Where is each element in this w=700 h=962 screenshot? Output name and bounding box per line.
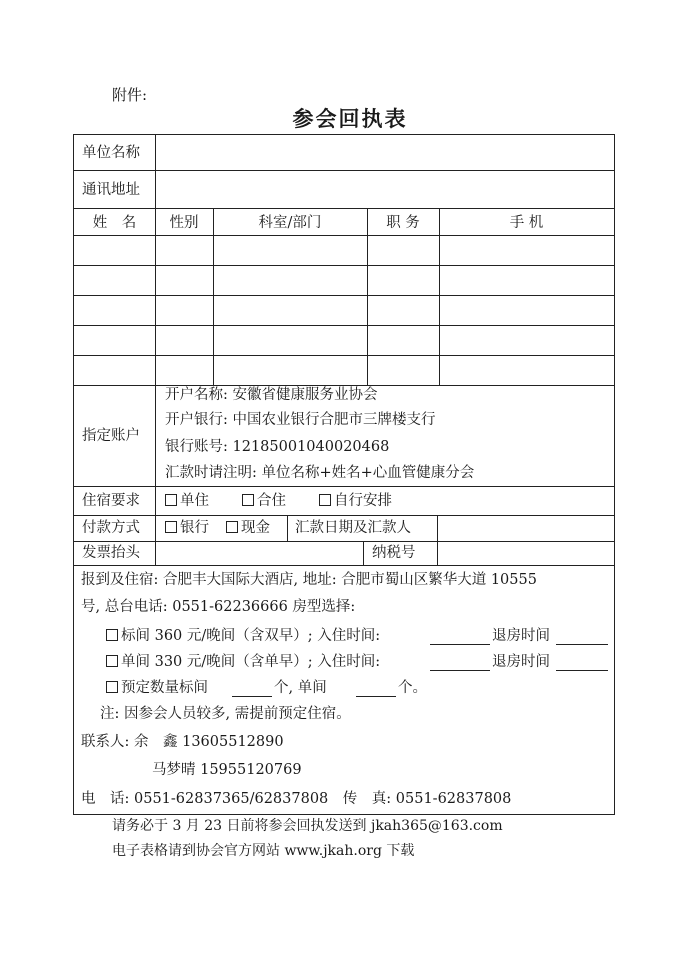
checkbox-icon bbox=[106, 681, 118, 693]
form-title: 参会回执表 bbox=[292, 106, 408, 131]
remit-date-field[interactable] bbox=[440, 517, 612, 539]
invoice-title-field[interactable] bbox=[158, 543, 360, 563]
accommodation-label: 住宿要求 bbox=[82, 493, 140, 509]
participant-row[interactable] bbox=[74, 356, 614, 385]
option-self-arranged[interactable] bbox=[319, 492, 392, 510]
payment-label: 付款方式 bbox=[82, 520, 140, 536]
attachment-label: 附件: bbox=[112, 86, 148, 104]
option-shared-room[interactable] bbox=[242, 492, 286, 510]
invoice-label: 发票抬头 bbox=[82, 545, 140, 561]
room-option-text: 单间 330 元/晚间（含单早）; 入住时间: bbox=[121, 654, 381, 670]
option-bank[interactable] bbox=[165, 519, 209, 537]
participant-row[interactable] bbox=[74, 326, 614, 355]
checkbox-icon bbox=[165, 521, 177, 533]
phone-fax-line: 电 话: 0551-62837365/62837808 传 真: 0551-62837808 bbox=[81, 791, 512, 807]
standard-checkin-blank[interactable] bbox=[430, 630, 490, 645]
submission-deadline-note: 请务必于 3 月 23 日前将参会回执发送到 jkah365@163.com bbox=[112, 818, 503, 834]
standard-checkout-label: 退房时间 bbox=[492, 628, 550, 644]
standard-quantity-blank[interactable] bbox=[232, 682, 272, 697]
checkbox-icon bbox=[165, 494, 177, 506]
unit-name-label: 单位名称 bbox=[82, 145, 140, 161]
remit-date-label: 汇款日期及汇款人 bbox=[295, 520, 411, 536]
booking-quantity-option[interactable] bbox=[106, 679, 208, 697]
address-field[interactable] bbox=[158, 173, 612, 206]
checkbox-icon bbox=[106, 629, 118, 641]
quantity-text: 预定数量标间 bbox=[121, 680, 208, 696]
account-label: 指定账户 bbox=[82, 428, 140, 444]
booking-notice: 注: 因参会人员较多, 需提前预定住宿。 bbox=[100, 706, 351, 722]
header-gender: 性别 bbox=[169, 215, 199, 231]
account-number-line: 银行账号: 12185001040020468 bbox=[165, 439, 390, 455]
option-cash[interactable] bbox=[226, 519, 270, 537]
option-label: 合住 bbox=[257, 493, 286, 509]
room-option-text: 标间 360 元/晚间（含双早）; 入住时间: bbox=[121, 628, 381, 644]
option-label: 现金 bbox=[241, 520, 270, 536]
header-mobile: 手 机 bbox=[509, 215, 544, 231]
participant-row[interactable] bbox=[74, 296, 614, 325]
option-single-room[interactable] bbox=[165, 492, 209, 510]
option-label: 银行 bbox=[180, 520, 209, 536]
reply-form-table bbox=[73, 134, 615, 815]
header-department: 科室/部门 bbox=[258, 215, 322, 231]
unit-name-field[interactable] bbox=[158, 137, 612, 168]
venue-line: 报到及住宿: 合肥丰大国际大酒店, 地址: 合肥市蜀山区繁华大道 10555 bbox=[81, 572, 537, 588]
front-desk-line: 号, 总台电话: 0551-62236666 房型选择: bbox=[81, 599, 356, 615]
address-label: 通讯地址 bbox=[82, 182, 140, 198]
checkbox-icon bbox=[319, 494, 331, 506]
contact-line-2: 马梦晴 15955120769 bbox=[152, 762, 302, 778]
tax-number-field[interactable] bbox=[440, 543, 612, 563]
checkbox-icon bbox=[242, 494, 254, 506]
account-bank-line: 开户银行: 中国农业银行合肥市三牌楼支行 bbox=[165, 412, 436, 428]
single-checkout-label: 退房时间 bbox=[492, 654, 550, 670]
quantity-end-text: 个。 bbox=[398, 680, 427, 696]
single-room-option[interactable] bbox=[106, 653, 380, 671]
option-label: 自行安排 bbox=[334, 493, 392, 509]
account-name-line: 开户名称: 安徽省健康服务业协会 bbox=[165, 387, 378, 403]
standard-checkout-blank[interactable] bbox=[556, 630, 608, 645]
contact-line-1: 联系人: 余 鑫 13605512890 bbox=[81, 734, 284, 750]
checkbox-icon bbox=[106, 655, 118, 667]
header-position: 职 务 bbox=[386, 215, 420, 231]
tax-number-label: 纳税号 bbox=[372, 545, 416, 561]
single-quantity-blank[interactable] bbox=[356, 682, 396, 697]
header-name: 姓 名 bbox=[92, 215, 137, 231]
download-note: 电子表格请到协会官方网站 www.jkah.org 下载 bbox=[112, 843, 415, 859]
checkbox-icon bbox=[226, 521, 238, 533]
participant-row[interactable] bbox=[74, 236, 614, 265]
remit-note-line: 汇款时请注明: 单位名称+姓名+心血管健康分会 bbox=[165, 465, 475, 481]
quantity-mid-text: 个, 单间 bbox=[274, 680, 327, 696]
single-checkout-blank[interactable] bbox=[556, 656, 608, 671]
single-checkin-blank[interactable] bbox=[430, 656, 490, 671]
participant-row[interactable] bbox=[74, 266, 614, 295]
option-label: 单住 bbox=[180, 493, 209, 509]
standard-room-option[interactable] bbox=[106, 627, 380, 645]
